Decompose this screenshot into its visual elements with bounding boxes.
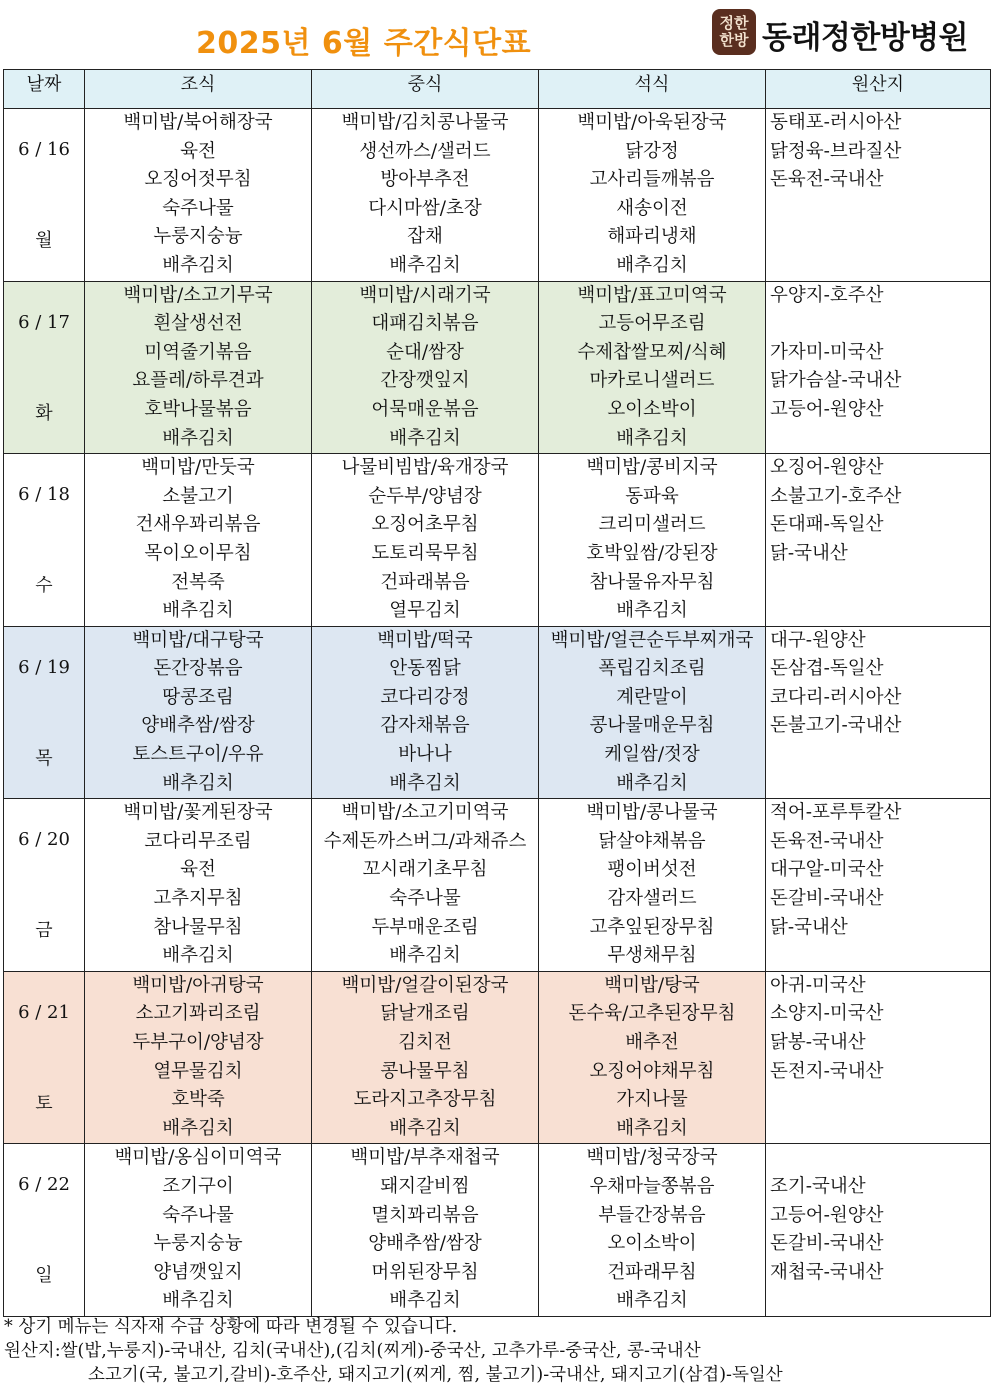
breakfast-cell: [85, 454, 312, 627]
breakfast-item: 오징어젓무침: [144, 169, 252, 191]
lunch-cell: [312, 109, 539, 282]
dinner-item: 백미밥/콩나물국: [586, 802, 718, 824]
origin-item: 고등어-원양산: [770, 398, 884, 420]
origin-item: [766, 597, 990, 626]
breakfast-item: 누룽지숭늉: [153, 1233, 243, 1255]
lunch-item: 간장깻잎지: [380, 370, 470, 392]
dinner-cell: [539, 454, 766, 627]
dinner-item: 배추김치: [616, 600, 688, 622]
column-header-dinner: 석식: [539, 70, 766, 109]
lunch-cell: [312, 799, 539, 972]
breakfast-item: 소불고기: [162, 485, 234, 507]
dinner-item: 계란말이: [616, 686, 688, 708]
weekday-label: 일: [35, 1265, 53, 1287]
origin-item: 소불고기-호주산: [770, 485, 902, 507]
breakfast-item: 배추김치: [162, 427, 234, 449]
origin-item: 닭-국내산: [770, 542, 848, 564]
lunch-item: 바나나: [398, 744, 452, 766]
breakfast-item: 백미밥/만둣국: [141, 457, 255, 479]
breakfast-item: 백미밥/아귀탕국: [132, 974, 264, 996]
dinner-item: 가지나물: [616, 1089, 688, 1111]
dinner-item: 배추전: [625, 1032, 679, 1053]
dinner-cell: [539, 626, 766, 799]
breakfast-item: 양배추쌈/쌈장: [141, 715, 255, 737]
lunch-item: 콩나물무침: [380, 1060, 470, 1082]
weekday-label: 목: [35, 747, 53, 769]
lunch-item: 감자채볶음: [380, 715, 470, 737]
lunch-item: 도토리묵무침: [371, 542, 479, 564]
breakfast-item: 백미밥/대구탕국: [132, 629, 264, 651]
dinner-item: 고추잎된장무침: [589, 916, 715, 938]
dinner-item: 크리미샐러드: [598, 514, 706, 536]
lunch-item: 머위된장무침: [371, 1261, 479, 1283]
dinner-item: 동파육: [625, 485, 679, 507]
origin-item: 코다리-러시아산: [770, 686, 902, 708]
breakfast-item: 백미밥/북어해장국: [123, 112, 273, 133]
date-label: 6 / 16: [18, 139, 70, 160]
breakfast-item: 미역줄기볶음: [144, 341, 252, 363]
dinner-item: 배추김치: [616, 1290, 688, 1312]
lunch-item: 순대/쌈장: [386, 341, 464, 363]
origin-cell: [766, 1144, 991, 1317]
origin-item: [766, 310, 990, 339]
dinner-cell: [539, 971, 766, 1144]
dinner-item: 배추김치: [616, 427, 688, 449]
weekday-label: 화: [35, 402, 53, 424]
breakfast-item: 흰살생선전: [153, 313, 243, 335]
column-header-lunch: 중식: [312, 70, 539, 109]
breakfast-item: 두부구이/양념장: [132, 1032, 264, 1053]
lunch-item: 열무김치: [389, 600, 461, 622]
date-label: 6 / 19: [18, 656, 70, 678]
origin-item: 돈전지-국내산: [770, 1060, 884, 1082]
lunch-item: 배추김치: [389, 945, 461, 967]
lunch-item: 순두부/양념장: [368, 485, 482, 507]
lunch-item: 잡채: [407, 226, 443, 248]
dinner-item: 고사리들깨볶음: [589, 169, 715, 191]
breakfast-item: 코다리무조림: [144, 830, 252, 852]
origin-cell: [766, 281, 991, 454]
dinner-item: 백미밥/탕국: [604, 974, 700, 996]
dinner-item: 부들간장볶음: [598, 1204, 706, 1226]
weekday-label: 수: [35, 575, 53, 597]
breakfast-item: 참나물무침: [153, 916, 243, 938]
origin-item: 오징어-원양산: [770, 457, 884, 479]
origin-item: 고등어-원양산: [770, 1204, 884, 1226]
breakfast-cell: [85, 1144, 312, 1317]
lunch-cell: [312, 971, 539, 1144]
lunch-cell: [312, 1144, 539, 1317]
origin-item: [766, 1086, 990, 1115]
table-row: [4, 281, 991, 454]
dinner-item: 건파래무침: [607, 1261, 697, 1283]
breakfast-item: 육전: [180, 859, 216, 881]
lunch-item: 대패김치볶음: [371, 313, 479, 335]
lunch-item: 건파래볶음: [380, 571, 470, 593]
lunch-item: 도라지고추장무침: [353, 1089, 497, 1111]
date-label: 6 / 18: [18, 484, 70, 506]
lunch-item: 백미밥/시래기국: [359, 284, 491, 306]
breakfast-item: 백미밥/소고기무국: [123, 284, 273, 306]
dinner-item: 참나물유자무침: [589, 571, 715, 593]
origin-cell: [766, 109, 991, 282]
origin-item: 닭-국내산: [770, 916, 848, 938]
date-cell: [4, 281, 85, 454]
dinner-item: 수제찹쌀모찌/식혜: [577, 341, 727, 363]
breakfast-item: 돈간장볶음: [153, 658, 243, 680]
breakfast-cell: [85, 971, 312, 1144]
origin-item: [766, 569, 990, 598]
logo-badge-bottom: 한방: [719, 31, 749, 49]
weekday-label: 월: [35, 230, 53, 251]
lunch-item: 숙주나물: [389, 888, 461, 910]
lunch-item: 배추김치: [389, 772, 461, 794]
table-row: [4, 1144, 991, 1317]
origin-item: 조기-국내산: [770, 1175, 866, 1197]
table-row: [4, 626, 991, 799]
breakfast-cell: [85, 109, 312, 282]
hospital-name: 동래정한방병원: [762, 20, 969, 56]
origin-item: [766, 1144, 990, 1173]
origin-item: 돈갈비-국내산: [770, 888, 884, 910]
dinner-item: 백미밥/얼큰순두부찌개국: [550, 629, 754, 651]
lunch-item: 어묵매운볶음: [371, 398, 479, 420]
breakfast-cell: [85, 281, 312, 454]
lunch-item: 배추김치: [389, 427, 461, 449]
origin-item: 대구-원양산: [770, 629, 866, 651]
dinner-cell: [539, 109, 766, 282]
footnotes: [4, 1315, 783, 1387]
lunch-item: 다시마쌈/초장: [368, 197, 482, 219]
dinner-item: 백미밥/표고미역국: [577, 284, 727, 306]
lunch-item: 돼지갈비찜: [380, 1175, 470, 1197]
dinner-item: 배추김치: [616, 772, 688, 794]
dinner-item: 우채마늘쫑볶음: [589, 1175, 715, 1197]
breakfast-item: 양념깻잎지: [153, 1261, 243, 1283]
dinner-item: 오이소박이: [607, 398, 697, 420]
weekday-label: 토: [35, 1092, 53, 1114]
breakfast-cell: [85, 799, 312, 972]
origin-item: 닭정육-브라질산: [770, 140, 902, 162]
lunch-item: 두부매운조림: [371, 916, 479, 938]
weekday-label: 금: [35, 920, 53, 942]
origin-item: 돈육전-국내산: [770, 830, 884, 852]
breakfast-item: 전복죽: [171, 571, 225, 593]
origin-cell: [766, 626, 991, 799]
date-label: 6 / 21: [18, 1001, 70, 1023]
dinner-item: 돈수육/고추된장무침: [568, 1003, 736, 1025]
origin-cell: [766, 971, 991, 1144]
breakfast-item: 열무물김치: [153, 1060, 243, 1082]
dinner-item: 오이소박이: [607, 1233, 697, 1255]
breakfast-cell: [85, 626, 312, 799]
breakfast-item: 호박죽: [171, 1089, 225, 1111]
dinner-cell: [539, 799, 766, 972]
dinner-item: 콩나물매운무침: [589, 715, 715, 737]
breakfast-item: 백미밥/옹심이미역국: [114, 1147, 282, 1169]
breakfast-item: 배추김치: [162, 772, 234, 794]
lunch-cell: [312, 281, 539, 454]
table-header-row: [4, 70, 991, 109]
origin-item: 우양지-호주산: [770, 284, 884, 306]
origin-item: [766, 425, 990, 454]
lunch-item: 배추김치: [389, 254, 461, 276]
origin-item: 동태포-러시아산: [770, 112, 902, 133]
lunch-item: 나물비빔밥/육개장국: [341, 457, 509, 479]
lunch-item: 생선까스/샐러드: [359, 140, 491, 162]
breakfast-item: 숙주나물: [162, 197, 234, 219]
dinner-item: 새송이전: [616, 197, 688, 219]
dinner-item: 닭강정: [625, 140, 679, 162]
dinner-item: 무생채무침: [607, 945, 697, 967]
lunch-item: 백미밥/소고기미역국: [341, 802, 509, 824]
lunch-item: 꼬시래기초무침: [362, 859, 488, 881]
origin-item: 닭가슴살-국내산: [770, 370, 902, 392]
date-label: 6 / 20: [18, 829, 70, 851]
date-cell: [4, 109, 85, 282]
breakfast-item: 배추김치: [162, 1290, 234, 1312]
dinner-item: 오징어야채무침: [589, 1060, 715, 1082]
origin-item: [766, 942, 990, 971]
breakfast-item: 누룽지숭늉: [153, 226, 243, 248]
origin-item: 돈육전-국내산: [770, 169, 884, 191]
origin-item: [766, 223, 990, 252]
origin-item: [766, 770, 990, 799]
origin-cell: [766, 799, 991, 972]
breakfast-item: 배추김치: [162, 945, 234, 967]
breakfast-item: 배추김치: [162, 1117, 234, 1139]
lunch-item: 배추김치: [389, 1117, 461, 1139]
date-cell: [4, 454, 85, 627]
lunch-item: 코다리강정: [380, 686, 470, 708]
table-row: [4, 109, 991, 282]
date-cell: [4, 971, 85, 1144]
origin-item: 돈대패-독일산: [770, 514, 884, 536]
lunch-item: 배추김치: [389, 1290, 461, 1312]
lunch-item: 방아부추전: [380, 169, 470, 191]
lunch-item: 백미밥/얼갈이된장국: [341, 974, 509, 996]
breakfast-item: 토스트구이/우유: [132, 744, 264, 766]
lunch-cell: [312, 454, 539, 627]
breakfast-item: 건새우꽈리볶음: [135, 514, 261, 536]
origin-item: [766, 741, 990, 770]
column-header-breakfast: 조식: [85, 70, 312, 109]
date-label: 6 / 17: [18, 311, 70, 333]
breakfast-item: 백미밥/꽃게된장국: [123, 802, 273, 824]
breakfast-item: 목이오이무침: [144, 542, 252, 564]
origin-item: [766, 252, 990, 281]
column-header-origin: 원산지: [766, 70, 991, 109]
lunch-item: 김치전: [398, 1032, 452, 1053]
origin-item: 돈갈비-국내산: [770, 1233, 884, 1255]
origin-item: [766, 1287, 990, 1316]
origin-item: 재첩국-국내산: [770, 1261, 884, 1283]
dinner-item: 배추김치: [616, 254, 688, 276]
origin-item: 돈불고기-국내산: [770, 715, 902, 737]
origin-item: [766, 195, 990, 224]
lunch-item: 백미밥/김치콩나물국: [341, 112, 509, 133]
dinner-item: 백미밥/아욱된장국: [577, 112, 727, 133]
dinner-item: 감자샐러드: [607, 888, 697, 910]
dinner-item: 닭살야채볶음: [598, 830, 706, 852]
lunch-item: 오징어초무침: [371, 514, 479, 536]
lunch-item: 양배추쌈/쌈장: [368, 1233, 482, 1255]
breakfast-item: 배추김치: [162, 254, 234, 276]
date-cell: [4, 626, 85, 799]
breakfast-item: 소고기꽈리조림: [135, 1003, 261, 1025]
breakfast-item: 요플레/하루견과: [132, 370, 264, 392]
lunch-item: 수제돈까스버그/과채쥬스: [323, 830, 527, 852]
dinner-item: 마카로니샐러드: [589, 370, 715, 392]
breakfast-item: 고추지무침: [153, 888, 243, 910]
dinner-cell: [539, 281, 766, 454]
origin-item: 적어-포루투칼산: [770, 802, 902, 824]
dinner-item: 호박잎쌈/강된장: [586, 542, 718, 564]
hospital-logo-icon: [712, 9, 756, 55]
breakfast-item: 호박나물볶음: [144, 398, 252, 420]
dinner-item: 배추김치: [616, 1117, 688, 1139]
dinner-item: 백미밥/콩비지국: [586, 457, 718, 479]
lunch-item: 멸치꽈리볶음: [371, 1204, 479, 1226]
origin-cell: [766, 454, 991, 627]
date-cell: [4, 1144, 85, 1317]
breakfast-item: 조기구이: [162, 1175, 234, 1197]
breakfast-item: 육전: [180, 140, 216, 162]
lunch-item: 안동찜닭: [389, 658, 461, 680]
dinner-item: 고등어무조림: [598, 313, 706, 335]
page-title: 2025년 6월 주간식단표: [196, 26, 532, 61]
breakfast-item: 땅콩조림: [162, 686, 234, 708]
dinner-item: 해파리냉채: [607, 226, 697, 248]
column-header-date: 날짜: [4, 70, 85, 109]
origin-note-line-2: 소고기(국, 불고기,갈비)-호주산, 돼지고기(찌게, 찜, 불고기)-국내산, 돼지고기(삼겹)-독일산: [88, 1365, 783, 1385]
origin-item: 대구알-미국산: [770, 859, 884, 881]
table-row: [4, 971, 991, 1144]
table-row: [4, 799, 991, 972]
origin-item: 아귀-미국산: [770, 974, 866, 996]
lunch-cell: [312, 626, 539, 799]
dinner-item: 폭립김치조림: [598, 658, 706, 680]
date-cell: [4, 799, 85, 972]
origin-item: 가자미-미국산: [770, 341, 884, 363]
dinner-item: 팽이버섯전: [607, 859, 697, 881]
origin-note-line-1: 원산지:쌀(밥,누룽지)-국내산, 김치(국내산),(김치(찌게)-중국산, 고추가루-중국산, 콩-국내산: [4, 1341, 701, 1361]
origin-item: 소양지-미국산: [770, 1003, 884, 1025]
logo-badge-top: 정한: [719, 14, 749, 32]
origin-item: 돈삼겹-독일산: [770, 658, 884, 680]
lunch-item: 백미밥/떡국: [377, 629, 473, 651]
date-label: 6 / 22: [18, 1174, 70, 1196]
lunch-item: 백미밥/부추재첩국: [350, 1147, 500, 1169]
weekly-menu-table: [3, 69, 991, 1317]
notice-line: * 상기 메뉴는 식자재 수급 상황에 따라 변경될 수 있습니다.: [4, 1317, 458, 1337]
breakfast-item: 숙주나물: [162, 1204, 234, 1226]
table-row: [4, 454, 991, 627]
lunch-item: 닭날개조림: [380, 1003, 470, 1025]
origin-item: [766, 1115, 990, 1144]
dinner-cell: [539, 1144, 766, 1317]
breakfast-item: 배추김치: [162, 600, 234, 622]
origin-item: 닭봉-국내산: [770, 1032, 866, 1053]
dinner-item: 백미밥/청국장국: [586, 1147, 718, 1169]
dinner-item: 케일쌈/젓장: [604, 744, 700, 766]
